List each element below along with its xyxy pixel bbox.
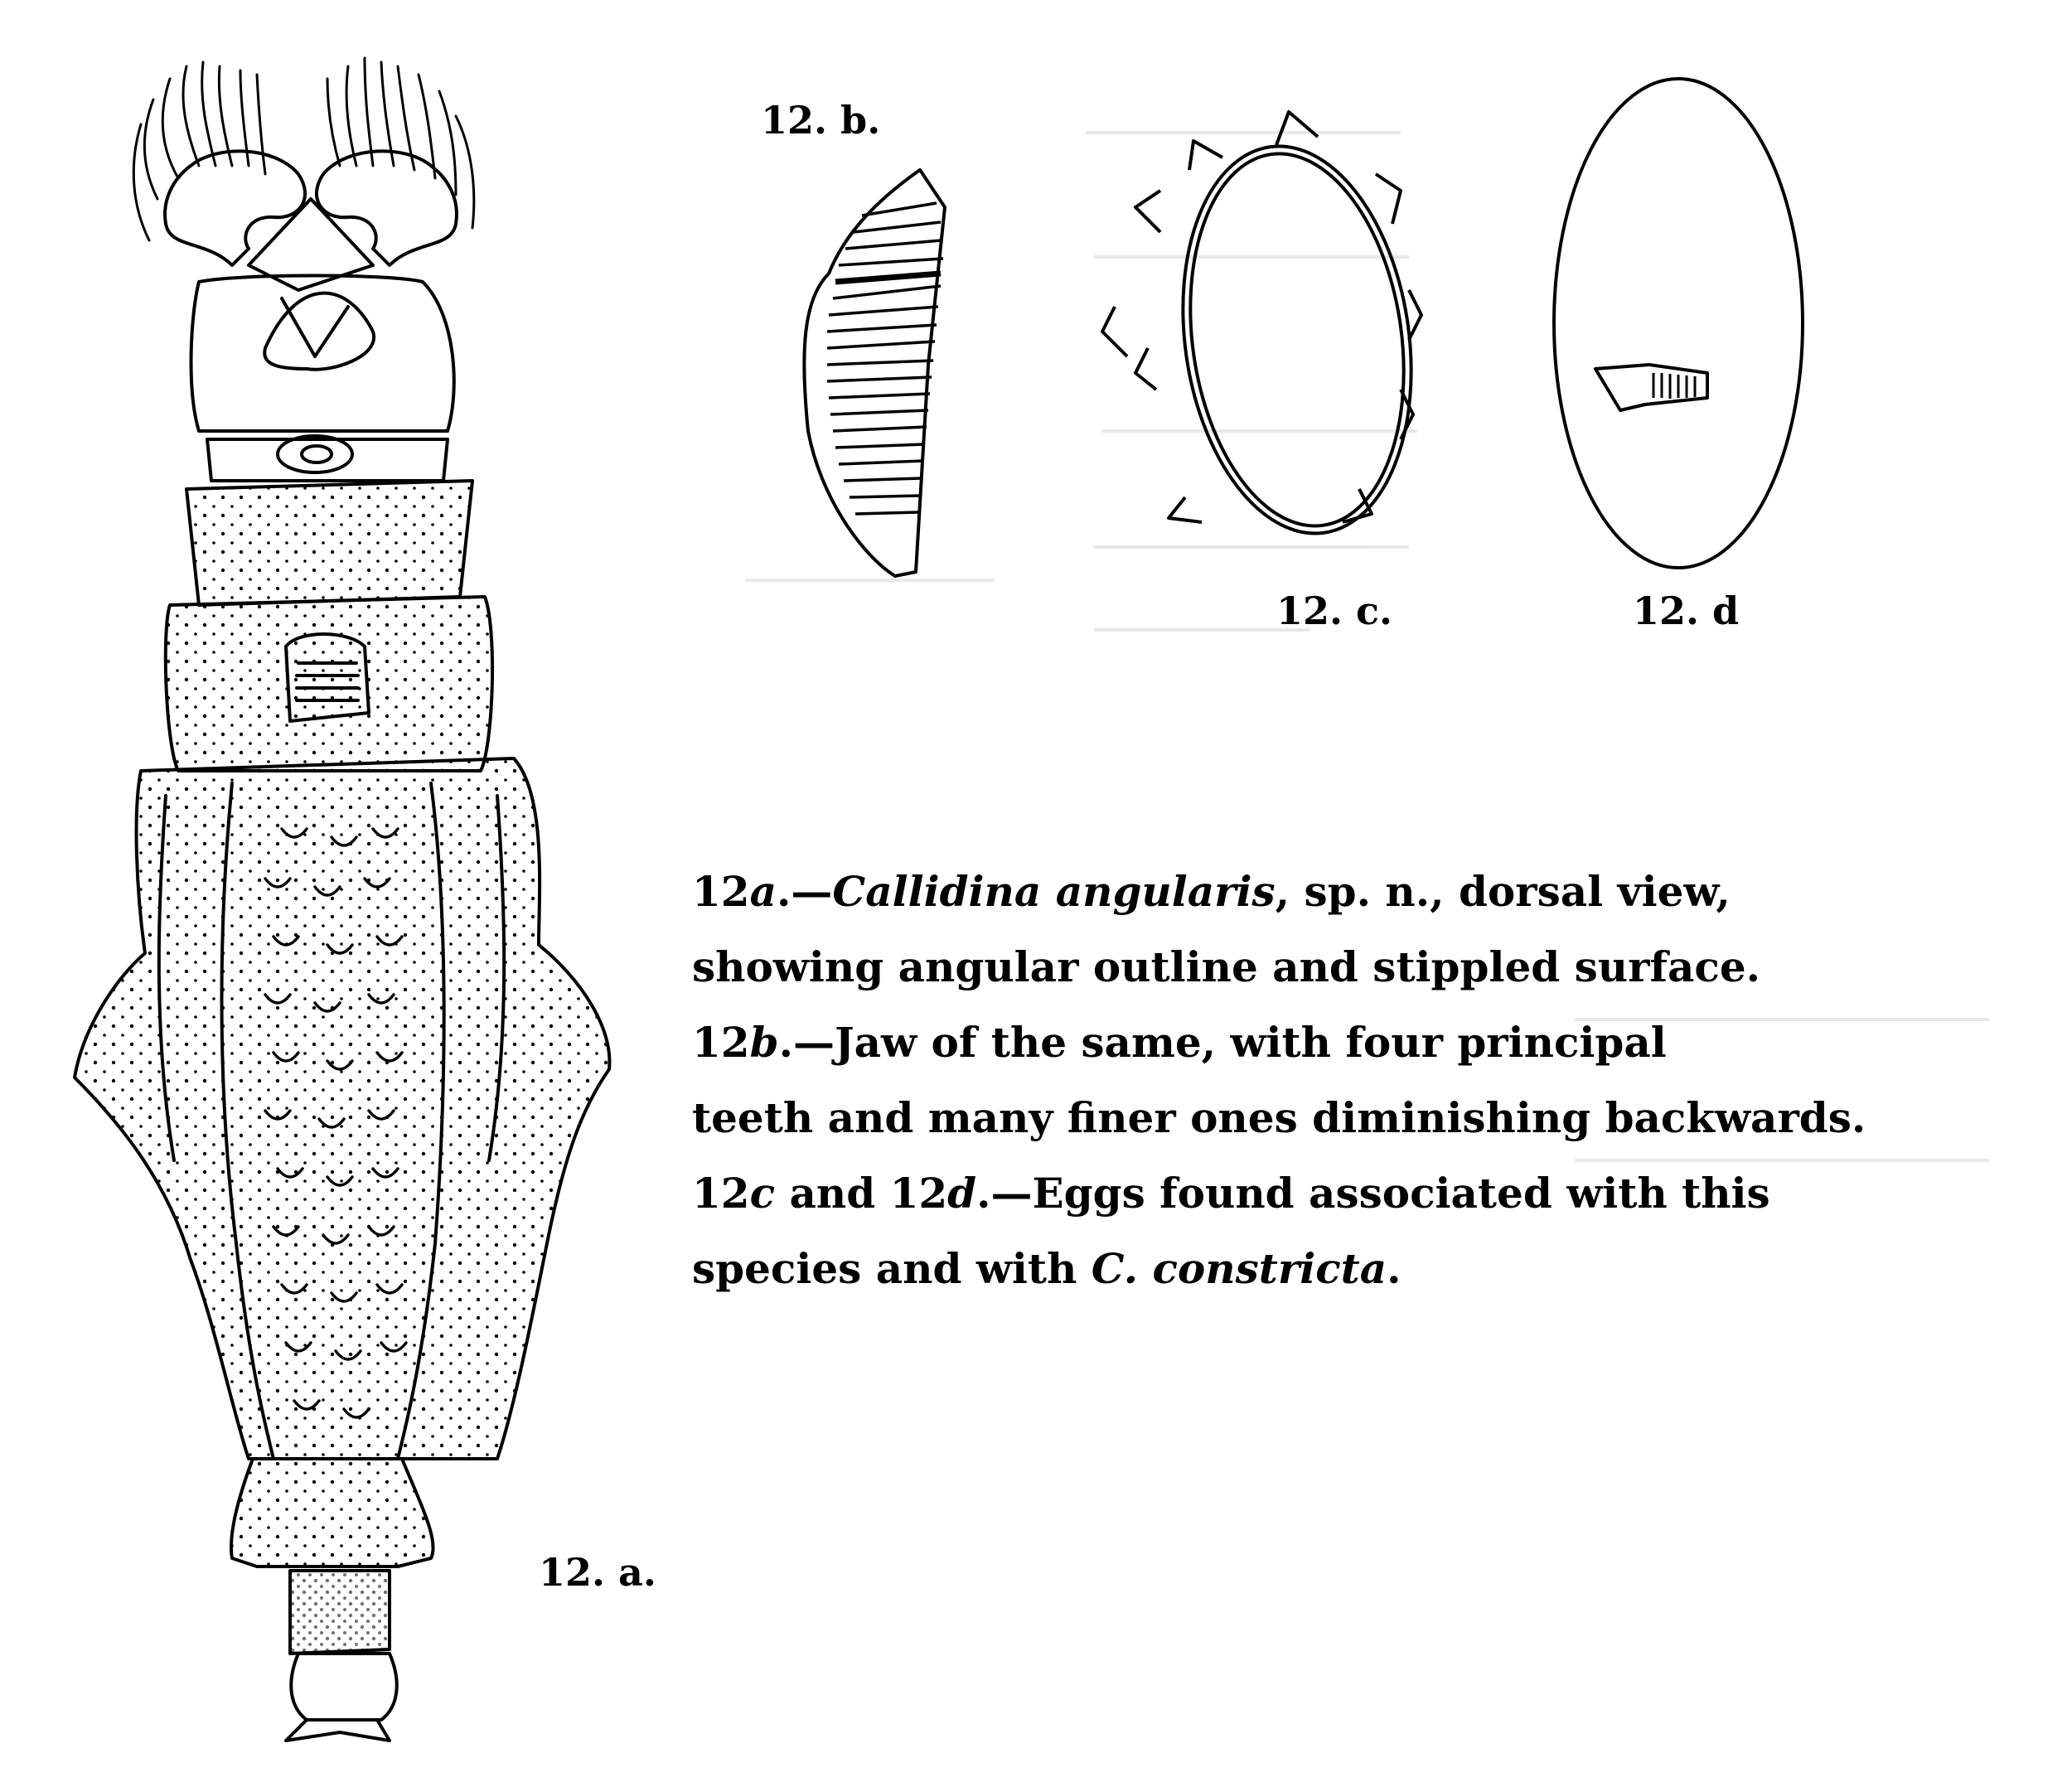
caption-species-name: C. constricta xyxy=(1091,1244,1387,1293)
figure-caption xyxy=(692,854,2035,1306)
caption-line-4: teeth and many finer ones diminishing backwards. xyxy=(692,1093,1866,1142)
caption-line-6 xyxy=(692,1231,2035,1306)
figure-12a-rotifer-drawing xyxy=(75,58,609,1741)
figure-label-12c: 12. c. xyxy=(1276,588,1393,633)
caption-fig-letter: a xyxy=(749,867,777,916)
figure-12d-egg-drawing xyxy=(1554,79,1803,568)
caption-text: species and with xyxy=(692,1244,1092,1293)
caption-fig-letter: b xyxy=(749,1018,779,1067)
corona-cilia xyxy=(133,58,474,240)
caption-fig-num: 12 xyxy=(692,1169,750,1218)
caption-line-1 xyxy=(692,854,2035,929)
caption-line-2: showing angular outline and stippled surface. xyxy=(692,942,1761,991)
caption-text: .—Eggs found associated with this xyxy=(976,1169,1770,1218)
caption-fig-num: 12 xyxy=(692,867,750,916)
caption-fig-letter: c xyxy=(749,1169,776,1218)
caption-line-3 xyxy=(692,1005,2035,1080)
figure-label-12a: 12. a. xyxy=(539,1550,656,1595)
caption-species-name: Callidina angularis xyxy=(832,867,1276,916)
caption-text: .—Jaw of the same, with four principal xyxy=(778,1018,1667,1067)
caption-fig-num: 12 xyxy=(692,1018,750,1067)
figure-12b-jaw-drawing xyxy=(804,170,945,576)
caption-fig-letter: d xyxy=(947,1169,977,1218)
figure-label-12b: 12. b. xyxy=(761,98,881,143)
figure-12c-egg-drawing xyxy=(1102,112,1435,549)
caption-text: and 12 xyxy=(775,1169,948,1218)
caption-text: . xyxy=(1387,1244,1402,1293)
figure-label-12d: 12. d xyxy=(1633,588,1740,633)
caption-text: , sp. n., dorsal view, xyxy=(1275,867,1731,916)
caption-line-5 xyxy=(692,1155,2035,1231)
caption-dash: .— xyxy=(777,867,833,916)
